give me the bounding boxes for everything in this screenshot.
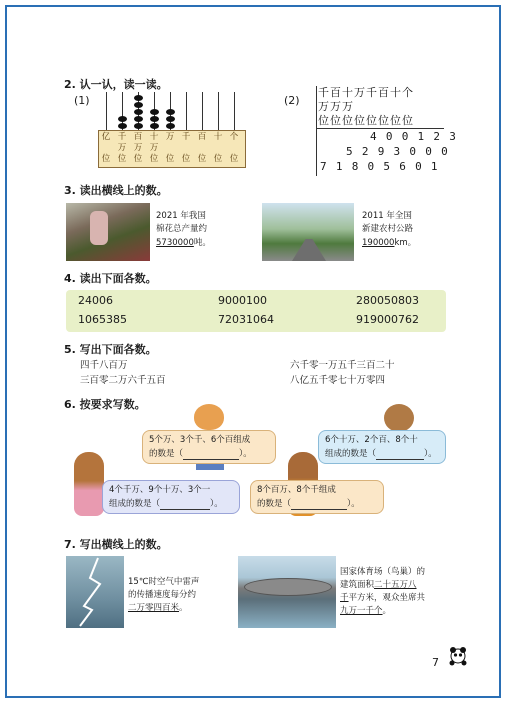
q6-bubble-1: 5个万、3个千、6个百组成 的数是（ ）。: [142, 430, 276, 464]
q3-title: 3. 读出横线上的数。: [64, 184, 168, 197]
lightning-photo: [66, 556, 124, 628]
q3-right-line2: 新建农村公路: [362, 224, 414, 234]
birds-nest-stadium-photo: [238, 556, 336, 628]
q4-number: 1065385: [78, 313, 127, 326]
q5-item: 八亿五千零七十万零四: [290, 375, 386, 386]
q5-title: 5. 写出下面各数。: [64, 343, 157, 356]
q2-part2-label: (2): [284, 94, 300, 107]
q7-title: 7. 写出横线上的数。: [64, 538, 168, 551]
q6-bubble-4: 8个百万、8个千组成 的数是（ ）。: [250, 480, 384, 514]
q7-left-line1: 15℃时空气中雷声: [128, 577, 200, 587]
q3-left-line2: 棉花总产量约: [156, 224, 208, 234]
q6-answer-blank-1[interactable]: [183, 449, 239, 460]
q6-bubble-3: 4个千万、9个十万、3个一 组成的数是（ ）。: [102, 480, 240, 514]
q6-answer-blank-4[interactable]: [291, 499, 347, 510]
q6-answer-blank-2[interactable]: [376, 449, 424, 460]
dog-character-icon: [74, 452, 104, 516]
q6-title: 6. 按要求写数。: [64, 398, 146, 411]
q7-left-line3: 二万零四百米。: [128, 603, 188, 613]
q5-item: 六千零一万五千三百二十: [290, 360, 395, 371]
q3-right-line1: 2011 年全国: [362, 211, 412, 221]
q3-left-line3: 5730000吨。: [156, 238, 211, 248]
fox-character-icon: [194, 404, 224, 430]
q2-title: 2. 认一认，读一读。: [64, 78, 168, 91]
q7-right-line2: 建筑面积二十五万八: [340, 580, 417, 590]
q2-part1-label: (1): [74, 94, 90, 107]
q4-number: 919000762: [356, 313, 419, 326]
q7-right-line1: 国家体育场（鸟巢）的: [340, 567, 426, 577]
rural-road-photo: [262, 203, 354, 261]
q4-number: 72031064: [218, 313, 274, 326]
q6-bubble-2: 6个十万、2个百、8个十 组成的数是（ ）。: [318, 430, 446, 464]
q4-number: 9000100: [218, 294, 267, 307]
q4-title: 4. 读出下面各数。: [64, 272, 157, 285]
cotton-field-photo: [66, 203, 150, 261]
q7-right-line4: 九万一千个。: [340, 606, 392, 616]
q4-number: 280050803: [356, 294, 419, 307]
q4-number: 24006: [78, 294, 113, 307]
q3-left-line1: 2021 年我国: [156, 211, 206, 221]
q5-item: 三百零二万六千五百: [80, 375, 166, 386]
q3-right-line3: 190000km。: [362, 238, 417, 248]
q6-answer-blank-3[interactable]: [160, 499, 210, 510]
q5-item: 四千八百万: [80, 360, 128, 371]
panda-icon: [448, 646, 468, 666]
page-number: 7: [432, 656, 439, 669]
q7-right-line3: 千平方米，观众坐席共: [340, 593, 426, 603]
bear-character-icon: [384, 404, 414, 432]
q7-left-line2: 的传播速度每分约: [128, 590, 197, 600]
